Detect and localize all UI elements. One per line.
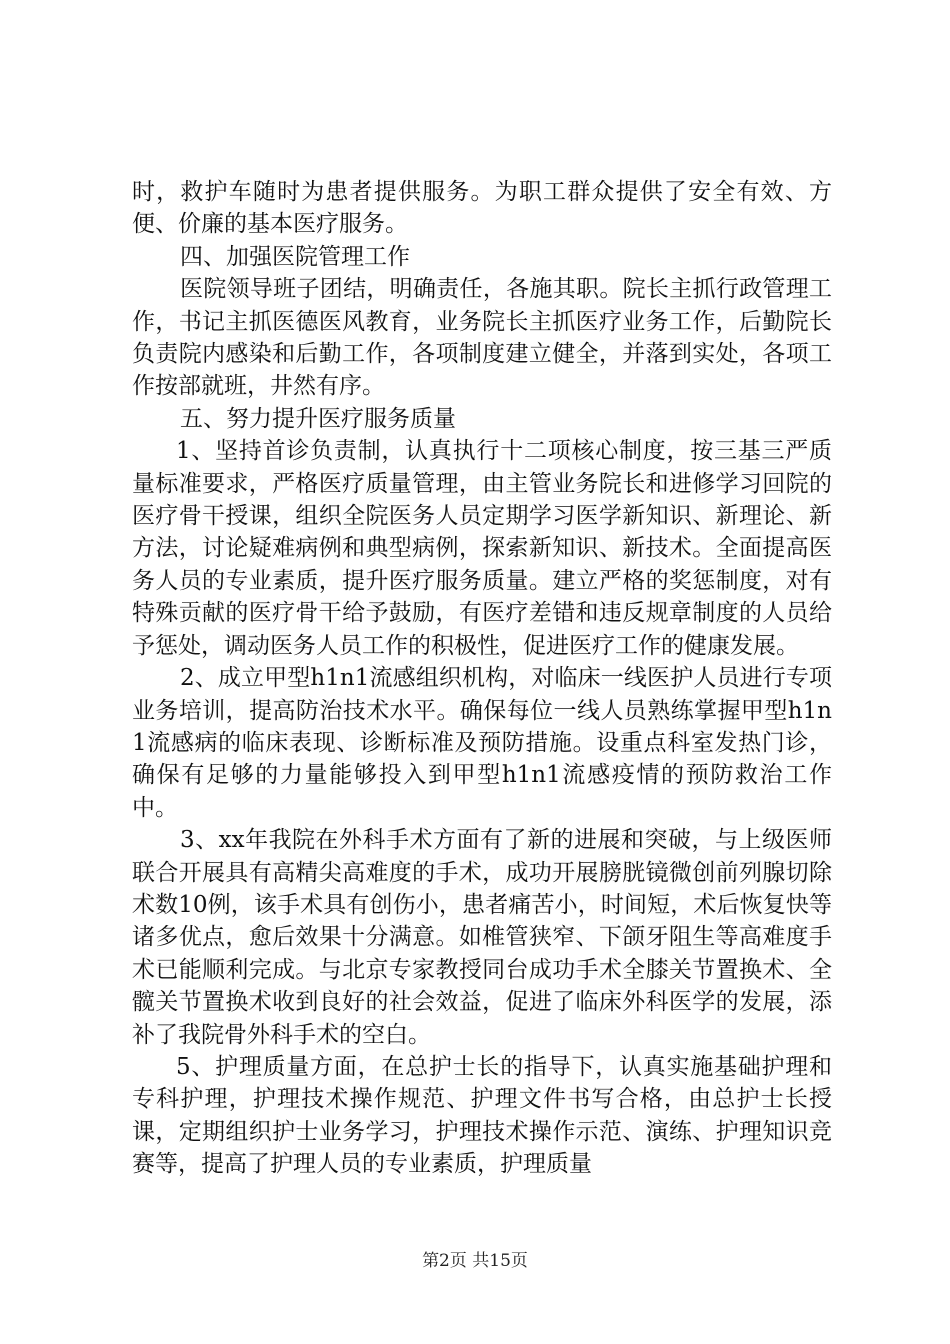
section-heading-service-quality: 五、努力提升医疗服务质量 <box>180 405 456 432</box>
document-body <box>132 176 832 1181</box>
section-heading-management: 四、加强医院管理工作 <box>180 243 410 270</box>
paragraph-item-5: 5、护理质量方面，在总护士长的指导下，认真实施基础护理和专科护理，护理技术操作规范、护理文件书写合格，由总护士长授课，定期组织护士业务学习，护理技术操作示范、演练、护理知识竞赛等，提高了护理人员的专业素质，护理质量 <box>132 1053 832 1178</box>
paragraph-item-1: 1、坚持首诊负责制，认真执行十二项核心制度，按三基三严质量标准要求，严格医疗质量管理，由主管业务院长和进修学习回院的医疗骨干授课，组织全院医务人员定期学习医学新知识、新理论、新方法，讨论疑难病例和典型病例，探索新知识、新技术。全面提高医务人员的专业素质，提升医疗服务质量。建立严格的奖惩制度，对有特殊贡献的医疗骨干给予鼓励，有医疗差错和违反规章制度的人员给予惩处，调动医务人员工作的积极性，促进医疗工作的健康发展。 <box>132 438 832 659</box>
paragraph-item-3: 3、xx年我院在外科手术方面有了新的进展和突破，与上级医师联合开展具有高精尖高难度的手术，成功开展膀胱镜微创前列腺切除术数10例，该手术具有创伤小，患者痛苦小，时间短，术后恢复快等诸多优点，愈后效果十分满意。如椎管狭窄、下颌牙阻生等高难度手术已能顺利完成。与北京专家教授同台成功手术全膝关节置换术、全髋关节置换术收到良好的社会效益，促进了临床外科医学的发展，添补了我院骨外科手术的空白。 <box>132 827 832 1048</box>
paragraph-continuation: 时，救护车随时为患者提供服务。为职工群众提供了安全有效、方便、价廉的基本医疗服务。 <box>132 179 832 238</box>
paragraph-item-2: 2、成立甲型h1n1流感组织机构，对临床一线医护人员进行专项业务培训，提高防治技术水平。确保每位一线人员熟练掌握甲型h1n1流感病的临床表现、诊断标准及预防措施。设重点科室发热门诊，确保有足够的力量能够投入到甲型h1n1流感疫情的预防救治工作中。 <box>132 665 832 821</box>
paragraph-management: 医院领导班子团结，明确责任，各施其职。院长主抓行政管理工作，书记主抓医德医风教育，业务院长主抓医疗业务工作，后勤院长负责院内感染和后勤工作，各项制度建立健全，并落到实处，各项工作按部就班，井然有序。 <box>132 276 832 400</box>
page-number-footer: 第2页 共15页 <box>422 1251 528 1271</box>
